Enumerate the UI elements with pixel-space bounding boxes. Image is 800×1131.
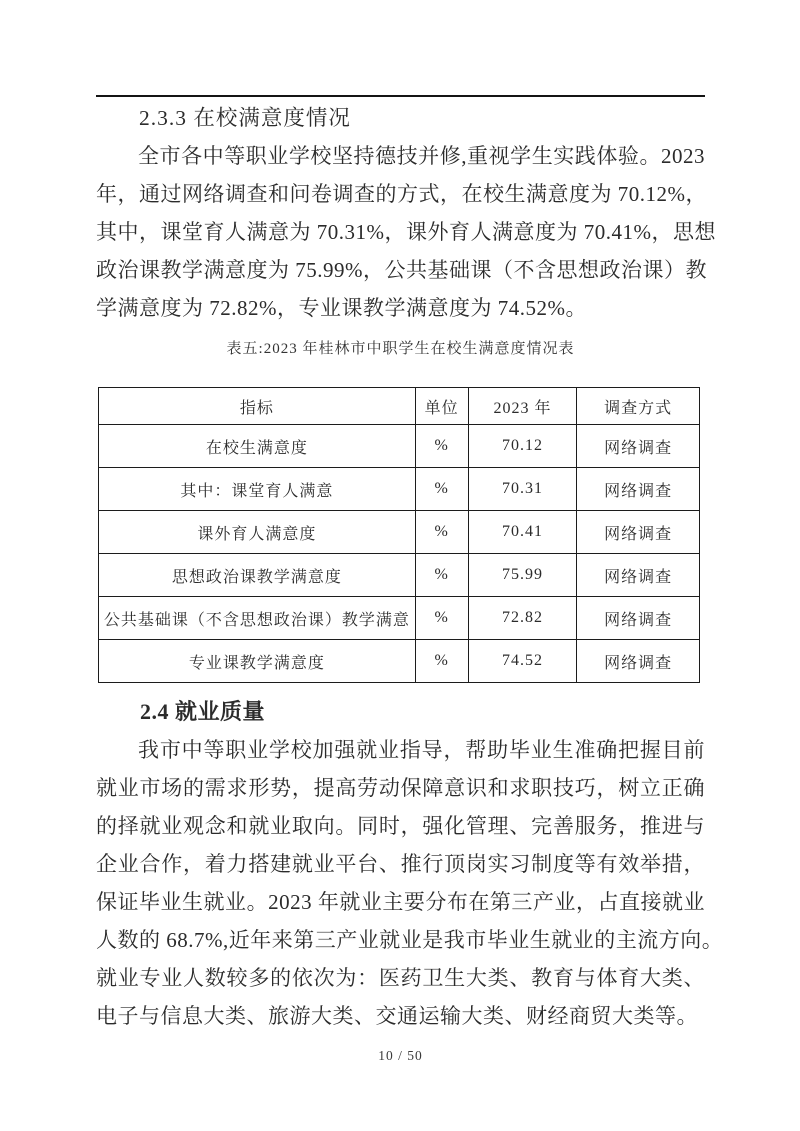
table-header-cell: 2023 年 (468, 388, 577, 425)
paragraph-line: 的择就业观念和就业取向。同时，强化管理、完善服务，推进与 (96, 814, 705, 838)
header-divider-rule (96, 95, 705, 97)
table-row (99, 425, 700, 468)
table-cell: 网络调查 (577, 554, 700, 597)
table-cell: 70.12 (468, 425, 577, 468)
table-header-row (99, 388, 700, 425)
table-cell: % (415, 640, 468, 683)
paragraph-line: 全市各中等职业学校坚持德技并修,重视学生实践体验。2023 (138, 144, 705, 168)
table-cell: 网络调查 (577, 425, 700, 468)
page-number: 10 / 50 (378, 1048, 423, 1063)
table-cell: % (415, 468, 468, 511)
section-heading-2-3-3: 2.3.3 在校满意度情况 (139, 106, 351, 130)
table-cell: 专业课教学满意度 (99, 640, 416, 683)
paragraph-line: 保证毕业生就业。2023 年就业主要分布在第三产业，占直接就业 (96, 890, 705, 914)
table-cell: 在校生满意度 (99, 425, 416, 468)
table-cell: % (415, 425, 468, 468)
paragraph-line: 学满意度为 72.82%，专业课教学满意度为 74.52%。 (96, 296, 587, 320)
page-content (96, 95, 724, 1069)
table-cell: 网络调查 (577, 640, 700, 683)
paragraph-line: 电子与信息大类、旅游大类、交通运输大类、财经商贸大类等。 (96, 1004, 698, 1028)
satisfaction-table (98, 387, 700, 683)
paragraph-line: 我市中等职业学校加强就业指导，帮助毕业生准确把握目前 (138, 738, 705, 762)
table-cell: 72.82 (468, 597, 577, 640)
table-row (99, 468, 700, 511)
table-cell: 课外育人满意度 (99, 511, 416, 554)
table-row (99, 511, 700, 554)
paragraph-employment (96, 731, 724, 1035)
table-header-cell: 单位 (415, 388, 468, 425)
table-cell: 其中：课堂育人满意 (99, 468, 416, 511)
paragraph-line: 其中，课堂育人满意为 70.31%，课外育人满意度为 70.41%，思想 (96, 220, 716, 244)
paragraph-line: 年，通过网络调查和问卷调查的方式，在校生满意度为 70.12%， (96, 182, 707, 206)
section-heading-2-4: 2.4 就业质量 (140, 699, 266, 724)
paragraph-line: 企业合作，着力搭建就业平台、推行顶岗实习制度等有效举措， (96, 852, 705, 876)
table-row (99, 554, 700, 597)
table-cell: % (415, 554, 468, 597)
paragraph-line: 人数的 68.7%,近年来第三产业就业是我市毕业生就业的主流方向。 (96, 928, 724, 952)
table-cell: 75.99 (468, 554, 577, 597)
paragraph-line: 就业市场的需求形势，提高劳动保障意识和求职技巧，树立正确 (96, 776, 705, 800)
table-cell: % (415, 597, 468, 640)
table-cell: 网络调查 (577, 597, 700, 640)
table-cell: 公共基础课（不含思想政治课）教学满意 (99, 597, 416, 640)
table-caption: 表五:2023 年桂林市中职学生在校生满意度情况表 (226, 341, 575, 357)
table-cell: 思想政治课教学满意度 (99, 554, 416, 597)
table-cell: 74.52 (468, 640, 577, 683)
table-cell: 70.31 (468, 468, 577, 511)
table-header-cell: 指标 (99, 388, 416, 425)
table-cell: 网络调查 (577, 511, 700, 554)
paragraph-line: 就业专业人数较多的依次为：医药卫生大类、教育与体育大类、 (96, 966, 705, 990)
table-cell: 70.41 (468, 511, 577, 554)
paragraph-line: 政治课教学满意度为 75.99%，公共基础课（不含思想政治课）教 (96, 258, 707, 282)
table-cell: 网络调查 (577, 468, 700, 511)
table-cell: % (415, 511, 468, 554)
paragraph-satisfaction (96, 137, 716, 327)
table-header-cell: 调查方式 (577, 388, 700, 425)
table-row (99, 597, 700, 640)
table-row (99, 640, 700, 683)
